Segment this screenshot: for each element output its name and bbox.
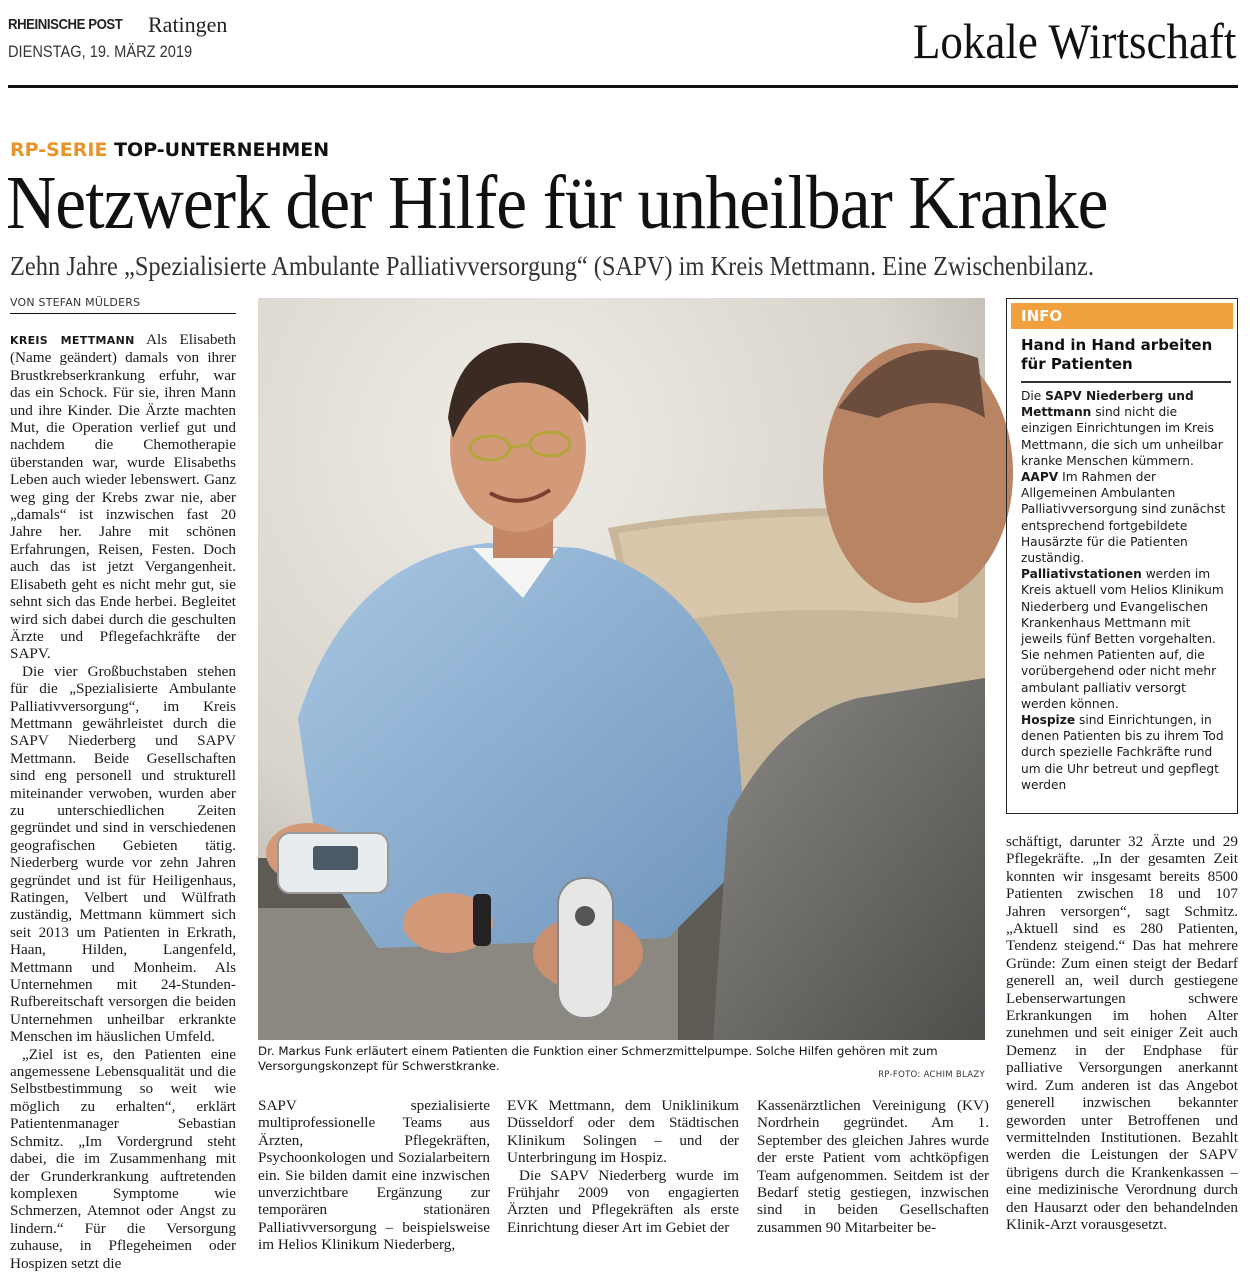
article-paragraph: Die vier Großbuchstaben stehen für die „Spezialisierte Ambulante Palliativversorgung“, im Kreis Mettmann gewährleistet durch die SAPV Niederberg und SAPV Mettmann. Beide Gesellschaften sind eng personell und strukturell miteinander verwoben, wurden aber zu unterschiedlichen Zeiten gegründet und sind in verschiedenen geografischen Gebieten tätig. Niederberg wurde vor zehn Jahren gegründet und ist für Heiligenhaus, Ratingen, Velbert und Wülfrath zuständig, Mettmann kümmert sich seit 2013 um Patienten in Erkrath, Haan, Hilden, Langenfeld, Mettmann und Monheim. Als Unternehmen mit 24-Stunden-Rufbereitschaft versorgen die beiden Unternehmen unheilbar erkrankte Menschen im häuslichen Umfeld. <box>10 662 236 1046</box>
article-column-1 <box>10 331 236 1272</box>
info-entry-text: werden im Kreis aktuell vom Helios Klinikum Niederberg und Evangelischen Krankenhaus Mettmann mit jeweils fünf Betten vorgehalten. Sie nehmen Patienten auf, die vorübergehend oder nicht mehr ambulant palliativ versorgt werden können. <box>1021 567 1224 711</box>
masthead-divider <box>8 85 1238 88</box>
article-paragraph: „Ziel ist es, den Patienten eine angemessene Lebensqualität und die Selbstbestimmung so weit wie möglich zu erhalten“, erklärt Patientenmanager Sebastian Schmitz. „Im Vordergrund steht dabei, die im Zusammenhang mit der Grunderkrankung auftretenden komplexen Symptome wie Schmerzen, Atemnot oder Angst zu lindern.“ Für die Versorgung zuhause, in Pflegeheimen oder Hospizen setzt die <box>10 1045 236 1272</box>
article-column-4 <box>507 1097 739 1239</box>
article-byline: VON STEFAN MÜLDERS <box>10 296 141 309</box>
photo-caption: Dr. Markus Funk erläutert einem Patienten die Funktion einer Schmerzmittelpumpe. Solche Hilfen gehören mit zum Versorgungskonzept für Schwerstkranke. <box>258 1044 938 1073</box>
article-column-5 <box>757 1097 989 1239</box>
info-term: Palliativstationen <box>1021 567 1142 582</box>
info-body <box>1021 388 1231 793</box>
article-paragraph: Kassenärztlichen Vereinigung (KV) Nordrhein gegründet. Am 1. September des gleichen Jahres wurde der erste Patient vom achtköpfigen Team aufgenommen. Seitdem ist der Bedarf stetig gestiegen, inzwischen sind in beiden Gesellschaften zusammen 90 Mitarbeiter be- <box>757 1097 989 1236</box>
article-subheadline: Zehn Jahre „Spezialisierte Ambulante Palliativversorgung“ (SAPV) im Kreis Mettmann. Eine Zwischenbilanz. <box>10 251 1094 281</box>
series-kicker <box>10 139 329 161</box>
series-name: TOP-UNTERNEHMEN <box>114 139 330 161</box>
info-tag: INFO <box>1011 303 1233 329</box>
issue-date: DIENSTAG, 19. MÄRZ 2019 <box>8 42 193 61</box>
photo-illustration <box>258 298 985 1040</box>
info-title: Hand in Hand arbeiten für Patienten <box>1021 336 1213 373</box>
info-term: AAPV <box>1021 470 1059 485</box>
article-headline: Netzwerk der Hilfe für unheilbar Kranke <box>6 161 1108 245</box>
info-entry <box>1021 712 1231 793</box>
article-paragraph: SAPV spezialisierte multiprofessionelle Teams aus Ärzten, Pflegekräften, Psychoonkologen und Sozialarbeitern ein. Sie bilden damit eine inzwischen unverzichtbare Ergänzung zur temporären stationären Palliativversorgung – beispielsweise im Helios Klinikum Niederberg, <box>258 1097 490 1254</box>
info-entry <box>1021 469 1231 566</box>
byline-divider <box>10 313 236 314</box>
info-box <box>1006 298 1238 814</box>
info-divider <box>1021 381 1231 383</box>
info-entry-text: Im Rahmen der Allgemeinen Ambulanten Palliativversorgung sind zunächst entsprechend fortgebildete Hausärzte für die Patienten zuständig. <box>1021 470 1226 566</box>
newspaper-brand: RHEINISCHE POST <box>8 16 123 33</box>
info-term: SAPV Niederberg und Mettmann <box>1021 389 1194 420</box>
info-entry-lead: Die <box>1021 389 1046 403</box>
article-photo <box>258 298 985 1040</box>
article-column-3 <box>258 1097 490 1254</box>
article-paragraph: schäftigt, darunter 32 Ärzte und 29 Pflegekräfte. „In der gesamten Zeit konnten wir insgesamt bereits 8500 Patienten zwischen 18 und 107 Jahren versorgen“, sagt Schmitz. „Aktuell sind es 280 Patienten, Tendenz steigend.“ Das hat mehrere Gründe: Zum einen steigt der Bedarf generell an, weil durch gestiegene Lebenserwartungen schwere Erkrankungen im hohen Alter zunehmen und seit einiger Zeit auch Demenz in der Endphase für palliative Versorgungen anerkannt wird. Zum anderen ist das Angebot generell inzwischen bekannter geworden unter Betroffenen und vermittelnden Institutionen. Bezahlt werden die Leistungen der SAPV übrigens durch die Krankenkassen – eine medizinische Verordnung durch den Hausarzt oder den behandelnden Klinik-Arzt vorausgesetzt. <box>1006 833 1238 1233</box>
article-paragraph <box>10 331 236 663</box>
info-entry <box>1021 388 1231 469</box>
edition-city: Ratingen <box>148 12 228 37</box>
series-label: RP-SERIE <box>10 139 108 161</box>
info-term: Hospize <box>1021 713 1076 728</box>
article-column-6 <box>1006 833 1238 1239</box>
article-paragraph: EVK Mettmann, dem Uniklinikum Düsseldorf oder dem Städtischen Klinikum Solingen – und der Unterbringung im Hospiz. <box>507 1097 739 1167</box>
article-dateline: KREIS METTMANN <box>10 334 135 347</box>
info-entry-text: sind nicht die einzigen Einrichtungen im Kreis Mettmann, die sich um unheilbar kranke Menschen kümmern. <box>1021 405 1223 468</box>
section-title: Lokale Wirtschaft <box>912 13 1236 69</box>
paragraph-text: Als Elisabeth (Name geändert) damals von ihrer Brustkrebserkrankung erfuhr, war das ein Schock. Für sie, ihren Mann und ihre Kinder. Die Ärzte machten Mut, die Operation verlief gut und nachdem die Chemotherapie überstanden war, wurde Elisabeths Leben auch wieder lebenswert. Ganz weg ging der Krebs zwar nie, aber „damals“ ist inzwischen fast 20 Jahre her. Jahre mit schönen Erfahrungen, Reisen, Festen. Doch auch das ist jetzt Vergangenheit. Elisabeth geht es nicht mehr gut, sie sehnt sich das Ende herbei. Begleitet wird sich dabei durch die geschulten Ärzte und Pflegefachkräfte der SAPV. <box>10 331 236 663</box>
info-entry-text: sind Einrichtungen, in denen Patienten bis zu ihrem Tod durch spezielle Fachkräfte rund um die Uhr betreut und gepflegt werden <box>1021 713 1224 792</box>
photo-credit: RP-FOTO: ACHIM BLAZY <box>878 1070 985 1080</box>
article-paragraph: Die SAPV Niederberg wurde im Frühjahr 2009 von engagierten Ärzten und Pflegekräften als erste Einrichtung dieser Art im Gebiet der <box>507 1166 739 1236</box>
info-entry <box>1021 566 1231 712</box>
